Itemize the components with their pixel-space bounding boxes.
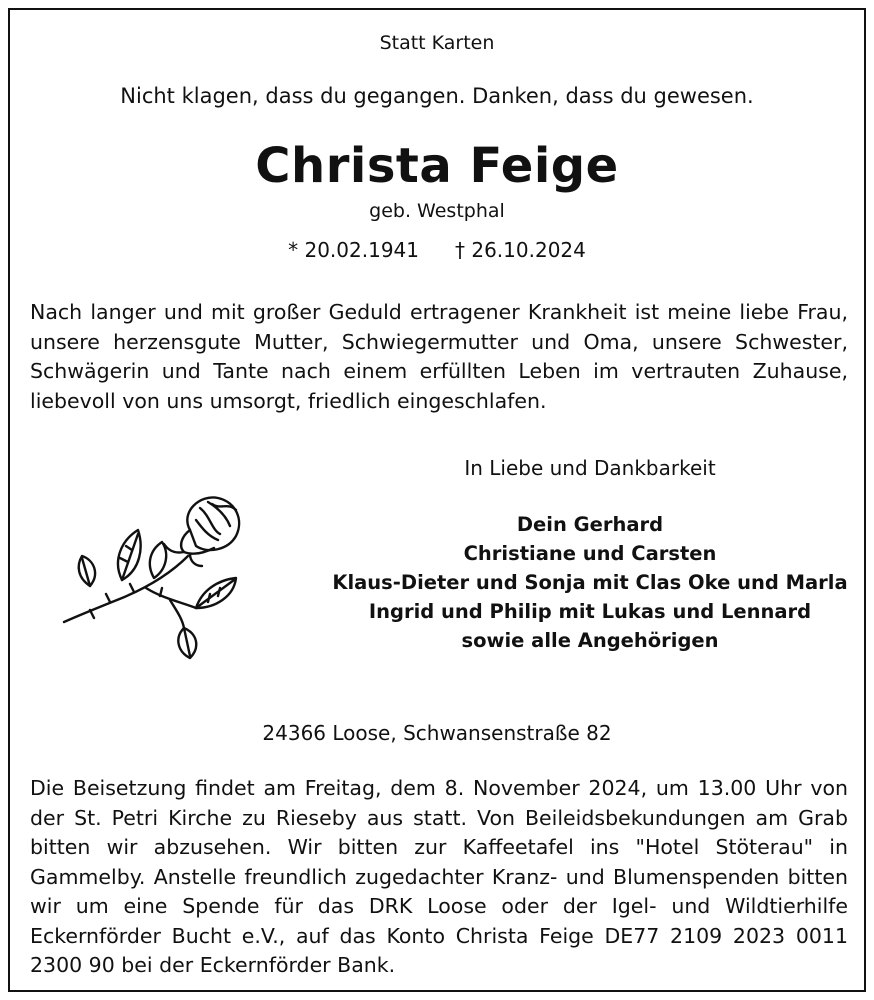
funeral-information: Die Beisetzung findet am Freitag, dem 8. November 2024, um 13.00 Uhr von der St. Petri Kirche zu Rieseby aus statt. Von Beileidsbekundungen am Grab bitten wir abzusehen. Wir bitten zur Kaffeetafel ins "Hotel Stöterau" in Gammelby. Anstelle freundlich zugedachter Kranz- und Blumenspenden bitten wir um eine Spende für das DRK Loose oder der Igel- und Wildtierhilfe Eckernförder Bucht e.V., auf das Konto Christa Feige DE77 2109 2023 0011 2300 90 bei der Eckernförder Bank. xyxy=(30,776,848,977)
signer: sowie alle Angehörigen xyxy=(461,629,719,652)
maiden-name: geb. Westphal xyxy=(369,200,505,222)
signature-intro: In Liebe und Dankbarkeit xyxy=(464,456,716,480)
signer: Klaus-Dieter und Sonja mit Clas Oke und Marla xyxy=(332,571,848,594)
life-dates xyxy=(10,238,864,262)
deceased-name: Christa Feige xyxy=(255,138,619,194)
signer: Ingrid und Philip mit Lukas und Lennard xyxy=(368,600,812,623)
signer: Dein Gerhard xyxy=(516,513,664,536)
address: 24366 Loose, Schwansenstraße 82 xyxy=(262,721,612,745)
statt-karten-label: Statt Karten xyxy=(379,32,495,54)
obituary-card xyxy=(8,8,866,992)
rose-icon xyxy=(50,490,250,660)
birth-date: * 20.02.1941 xyxy=(288,238,419,262)
announcement-text: Nach langer und mit großer Geduld ertragener Krankheit ist meine liebe Frau, unsere herzensgute Mutter, Schwiegermutter und Oma, unsere Schwester, Schwägerin und Tante nach einem erfüllten Leben im vertrauten Zuhause, liebevoll von uns umsorgt, friedlich eingeschlafen. xyxy=(30,300,848,413)
motto: Nicht klagen, dass du gegangen. Danken, dass du gewesen. xyxy=(120,84,754,108)
death-date: † 26.10.2024 xyxy=(455,238,586,262)
signers-list xyxy=(310,510,870,655)
signer: Christiane und Carsten xyxy=(463,542,717,565)
